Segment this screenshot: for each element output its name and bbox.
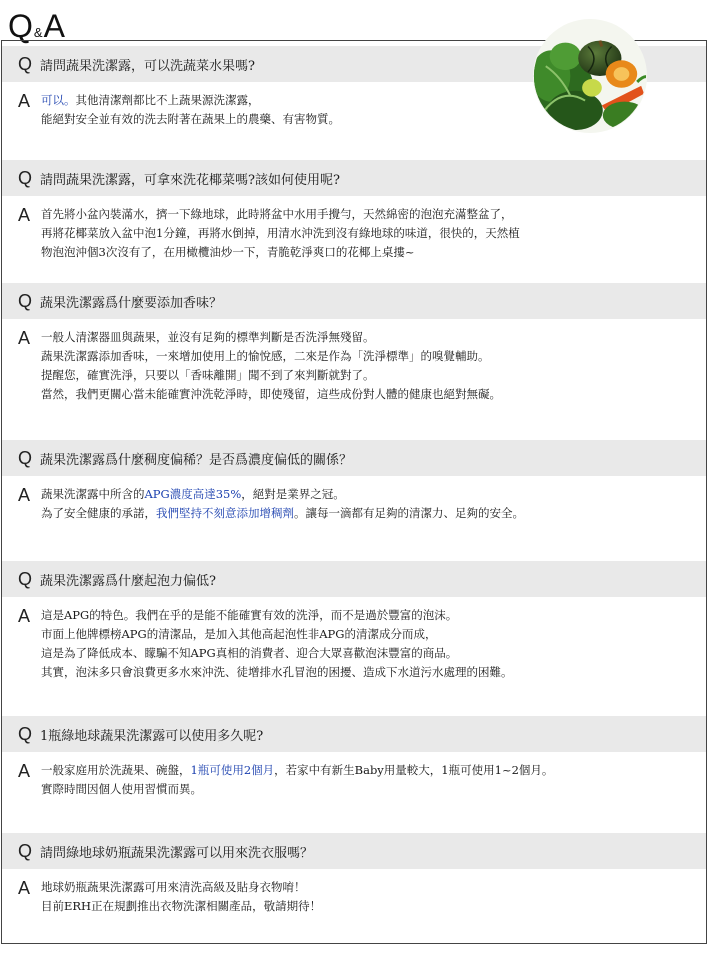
question-mark: Q: [18, 290, 33, 311]
answer-line: [41, 347, 501, 366]
question-text: 1瓶綠地球蔬果洗潔露可以使用多久呢?: [40, 728, 264, 744]
answer-text: 市面上他牌標榜APG的清潔品，是加入其他高起泡性非APG的清潔成分而成，: [41, 627, 437, 641]
answer-block: [2, 762, 706, 799]
answer-line: [41, 205, 520, 224]
question-mark: Q: [18, 167, 33, 188]
answer-text: 目前ERH正在規劃推出衣物洗潔相關產品，敬請期待！: [41, 899, 322, 913]
qa-item-3: [2, 283, 706, 404]
answer-text: 為了安全健康的承諾，: [41, 506, 156, 520]
answer-text: 提醒您，確實洗淨，只要以「香味離開」聞不到了來判斷就對了。: [41, 368, 375, 382]
answer-text: ，若家中有新生Baby用量較大，1瓶可使用1~2個月。: [274, 763, 554, 777]
question-text: 蔬果洗潔露爲什麼起泡力偏低?: [40, 573, 216, 589]
question-mark: Q: [18, 447, 33, 468]
answer-text: 能絕對安全並有效的洗去附著在蔬果上的農藥、有害物質。: [41, 112, 340, 126]
answer-line: [41, 110, 340, 129]
answer-text: 其他清潔劑都比不上蔬果源洗潔露，: [75, 93, 260, 107]
answer-line: [41, 644, 513, 663]
answer-block: [2, 879, 706, 916]
answer-mark: A: [18, 485, 31, 505]
answer-line: [41, 243, 520, 262]
question-bar: [2, 283, 706, 319]
answer-text: 蔬果洗潔露中所含的: [41, 487, 145, 501]
title-amp: &: [33, 25, 43, 40]
answer-line: [41, 780, 553, 799]
answer-mark: A: [18, 205, 31, 225]
answer-line: [41, 385, 501, 404]
answer-line: [41, 761, 553, 780]
title-q: Q: [8, 8, 33, 44]
answer-text: 一般家庭用於洗蔬果、碗盤，: [41, 763, 191, 777]
answer-text: ，絕對是業界之冠。: [241, 487, 345, 501]
answer-text: 蔬果洗潔露添加香味，一來增加使用上的愉悅感，二來是作為「洗淨標準」的嗅覺輔助。: [41, 349, 490, 363]
answer-line: [41, 625, 513, 644]
question-bar: [2, 561, 706, 597]
answer-text: 物泡泡沖個3次沒有了，在用橄欖油炒一下，青脆乾淨爽口的花椰上桌摟~: [41, 245, 415, 259]
qa-item-4: [2, 440, 706, 523]
answer-line: [41, 878, 321, 897]
answer-block: [2, 607, 706, 682]
answer-highlight: 我們堅持不刻意添加增稠劑: [156, 506, 294, 520]
question-text: 蔬果洗潔露爲什麼要添加香味？: [40, 295, 223, 311]
question-mark: Q: [18, 840, 33, 861]
question-mark: Q: [18, 53, 33, 74]
qa-item-7: [2, 833, 706, 916]
answer-mark: A: [18, 761, 31, 781]
answer-mark: A: [18, 606, 31, 626]
answer-text: 這是為了降低成本、矇騙不知APG真相的消費者、迎合大眾喜歡泡沫豐富的商品。: [41, 646, 458, 660]
answer-mark: A: [18, 328, 31, 348]
question-text: 請問蔬果洗潔露，可以洗蔬菜水果嗎?: [40, 58, 255, 74]
answer-line: [41, 224, 520, 243]
answer-text: 當然，我們更關心當未能確實沖洗乾淨時，即使殘留，這些成份對人體的健康也絕對無礙。: [41, 387, 501, 401]
answer-text: 其實，泡沫多只會浪費更多水來沖洗、徒增排水孔冒泡的困擾、造成下水道污水處理的困難。: [41, 665, 513, 679]
question-bar: [2, 716, 706, 752]
answer-text: 再將花椰菜放入盆中泡1分鐘，再將水倒掉，用清水沖洗到沒有綠地球的味道，很快的，天然植: [41, 226, 520, 240]
answer-text: 首先將小盆內裝滿水，擠一下綠地球，此時將盆中水用手攪勻，天然綿密的泡泡充滿整盆了，: [41, 207, 513, 221]
question-mark: Q: [18, 568, 33, 589]
question-bar: [2, 440, 706, 476]
qa-item-2: [2, 160, 706, 262]
answer-text: 這是APG的特色。我們在乎的是能不能確實有效的洗淨，而不是過於豐富的泡沫。: [41, 608, 458, 622]
question-text: 請問綠地球奶瓶蔬果洗潔露可以用來洗衣服嗎？: [40, 845, 314, 861]
answer-line: [41, 366, 501, 385]
answer-line: [41, 91, 340, 110]
answer-text: 地球奶瓶蔬果洗潔露可用來清洗高級及貼身衣物唷！: [41, 880, 306, 894]
answer-line: [41, 328, 501, 347]
answer-highlight: APG濃度高達35%: [144, 487, 242, 501]
title-a: A: [43, 8, 65, 44]
answer-block: [2, 206, 706, 262]
answer-line: [41, 504, 524, 523]
answer-line: [41, 485, 524, 504]
answer-line: [41, 663, 513, 682]
answer-mark: A: [18, 91, 31, 111]
answer-block: [2, 486, 706, 523]
qa-item-6: [2, 716, 706, 799]
question-bar: [2, 833, 706, 869]
answer-text: 實際時間因個人使用習慣而異。: [41, 782, 202, 796]
question-mark: Q: [18, 723, 33, 744]
question-bar: [2, 160, 706, 196]
answer-line: [41, 606, 513, 625]
question-text: 蔬果洗潔露爲什麼稠度偏稀？是否爲濃度偏低的關係？: [40, 452, 353, 468]
page-title: [8, 6, 65, 42]
answer-text: 。讓每一滴都有足夠的清潔力、足夠的安全。: [294, 506, 524, 520]
qa-item-5: [2, 561, 706, 682]
answer-highlight: 1瓶可使用2個月: [190, 763, 275, 777]
vegetable-illustration: [531, 17, 649, 135]
answer-line: [41, 897, 321, 916]
answer-mark: A: [18, 878, 31, 898]
answer-block: [2, 329, 706, 404]
answer-highlight: 可以。: [41, 93, 76, 107]
answer-text: 一般人清潔器皿與蔬果，並沒有足夠的標準判斷是否洗淨無殘留。: [41, 330, 375, 344]
question-text: 請問蔬果洗潔露，可拿來洗花椰菜嗎?該如何使用呢?: [40, 172, 340, 188]
